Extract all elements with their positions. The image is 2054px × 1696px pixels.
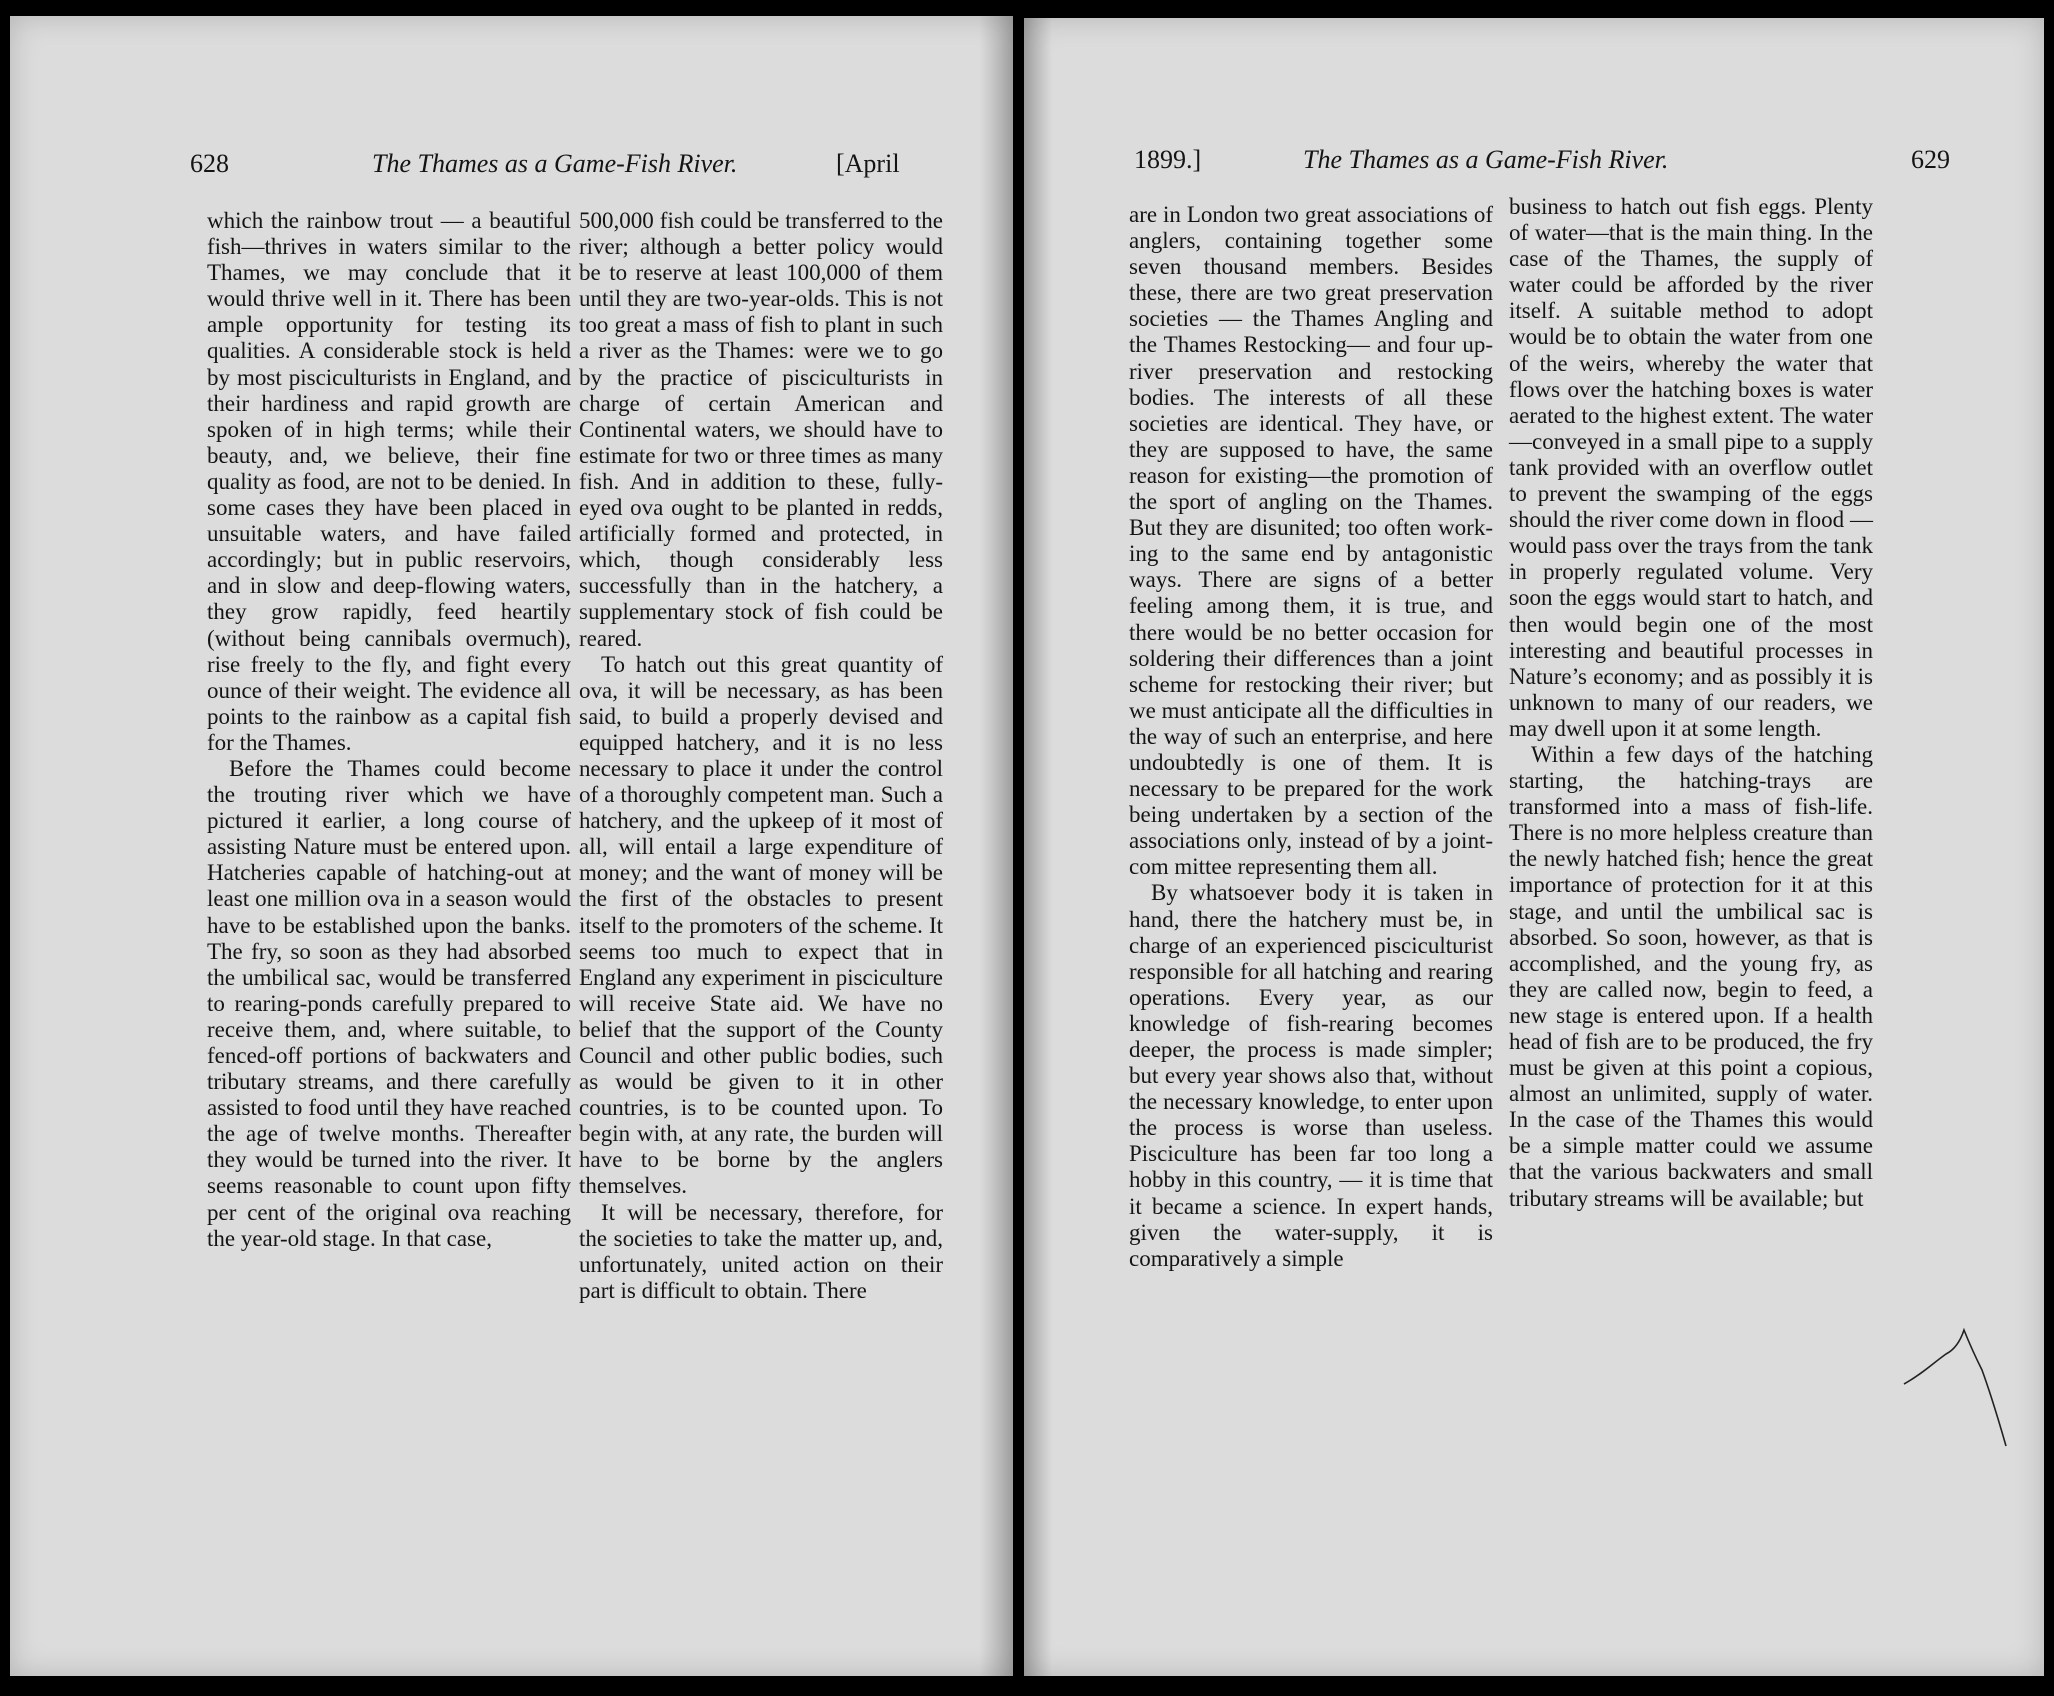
running-date: 1899.] xyxy=(1134,145,1202,174)
paragraph: By whatsoever body it is taken in hand, there the hatchery must be, in charge of an experienced pisciculturist responsible for all hatching and rearing operations. Every year, as our knowledge of fish-rearing becomes deeper, the process is made simpler; but every year shows also that, without the necessary knowledge, to enter upon the process is worse than useless. Pisciculture has been far too long a hobby in this country, — it is time that it became a science. In expert hands, given the water-supply, it is comparatively a simple xyxy=(1129,880,1493,1271)
page-gutter-shadow xyxy=(979,16,1013,1676)
running-title: The Thames as a Game-Fish River. xyxy=(1303,145,1669,174)
page-number: 629 xyxy=(1911,145,1950,174)
left-page xyxy=(10,16,1013,1676)
page-gutter-shadow xyxy=(1024,18,1052,1676)
right-page xyxy=(1024,18,2044,1676)
paragraph: business to hatch out fish eggs. Plenty of water—that is the main thing. In the case of the Thames, the supply of water could be afforded by the river itself. A suitable method to adopt would be to obtain the water from one of the weirs, whereby the water that flows over the hatching boxes is water aerated to the highest extent. The water—conveyed in a small pipe to a supply tank provided with an overflow outlet to prevent the swamping of the eggs should the river come down in flood — would pass over the trays from the tank in properly regulated volume. Very soon the eggs would start to hatch, and then would begin one of the most interesting and beautiful processes in Nature’s economy; and as possibly it is unknown to many of our readers, we may dwell upon it at some length. xyxy=(1509,194,1873,741)
text-column-3 xyxy=(1129,202,1493,1272)
paragraph: Within a few days of the hatching starting, the hatching-trays are transformed into a mass of fish-life. There is no more helpless creature than the newly hatched fish; hence the great importance of protection for it at this stage, and until the umbilical sac is absorbed. So soon, however, as that is accomplished, and the young fry, as they are called now, begin to feed, a new stage is entered upon. If a health head of fish are to be produced, the fry must be given at this point a copious, almost an unlimited, supply of water. In the case of the Thames this would be a simple matter could we assume that the various backwaters and small tributary streams will be available; but xyxy=(1509,741,1873,1211)
pencil-annotation-mark xyxy=(1902,1314,2012,1454)
paragraph: Before the Thames could become the trouting river which we have pictured it earlier, a long course of assisting Nature must be entered upon. Hatcheries capable of hatching-out at least one million ova in a season would have to be established upon the banks. The fry, so soon as they had absorbed the umbilical sac, would be transferred to rearing-ponds carefully prepared to receive them, and, where suitable, to fenced-off portions of backwaters and tributary streams, and there carefully assisted to food until they have reached the age of twelve months. Thereafter they would be turned into the river. It seems reasonable to count upon fifty per cent of the original ova reaching the year-old stage. In that case, xyxy=(207,755,571,1251)
running-title: The Thames as a Game-Fish River. xyxy=(372,149,738,178)
running-head-right xyxy=(1134,138,1954,182)
paragraph: which the rainbow trout — a beautiful fish—thrives in waters similar to the Thames, we may conclude that it would thrive well in it. There has been ample opportunity for testing its qualities. A considerable stock is held by most pisciculturists in England, and their hardiness and rapid growth are spoken of in high terms; while their beauty, and, we believe, their fine quality as food, are not to be denied. In some cases they have been placed in unsuitable waters, and have failed accordingly; but in public reservoirs, and in slow and deep-flowing waters, they grow rapidly, feed heartily (without being cannibals overmuch), rise freely to the fly, and fight every ounce of their weight. The evidence all points to the rainbow as a capital fish for the Thames. xyxy=(207,208,571,755)
running-date: [April xyxy=(836,149,900,178)
paragraph: It will be necessary, therefore, for the societies to take the matter up, and, unfortunately, united action on their part is difficult to obtain. There xyxy=(579,1199,943,1303)
text-column-1 xyxy=(207,208,571,1252)
text-column-2 xyxy=(579,208,943,1304)
paragraph: are in London two great associations of anglers, containing together some seven thousand members. Besides these, there are two great preservation societies — the Thames Angling and the Thames Restocking— and four up-river preservation and restocking bodies. The interests of all these societies are identical. They have, or they are supposed to have, the same reason for existing—the promotion of the sport of angling on the Thames. But they are disunited; too often working to the same end by antagonistic ways. There are signs of a better feeling among them, it is true, and there would be no better occasion for soldering their differences than a joint scheme for restocking their river; but we must anticipate all the difficulties in the way of such an enterprise, and here undoubtedly is one of them. It is necessary to be prepared for the work being undertaken by a section of the associations only, instead of by a joint-com mittee representing them all. xyxy=(1129,202,1493,880)
running-head-left xyxy=(190,142,950,186)
paragraph: 500,000 fish could be transferred to the river; although a better policy would be to reserve at least 100,000 of them until they are two-year-olds. This is not too great a mass of fish to plant in such a river as the Thames: were we to go by the practice of pisciculturists in charge of certain American and Continental waters, we should have to estimate for two or three times as many fish. And in addition to these, fully-eyed ova ought to be planted in redds, artificially formed and protected, in which, though considerably less successfully than in the hatchery, a supplementary stock of fish could be reared. xyxy=(579,208,943,651)
paragraph: To hatch out this great quantity of ova, it will be necessary, as has been said, to build a properly devised and equipped hatchery, and it is no less necessary to place it under the control of a thoroughly competent man. Such a hatchery, and the upkeep of it most of all, will entail a large expenditure of money; and the want of money will be the first of the obstacles to present itself to the promoters of the scheme. It seems too much to expect that in England any experiment in pisciculture will receive State aid. We have no belief that the support of the County Council and other public bodies, such as would be given to it in other countries, is to be counted upon. To begin with, at any rate, the burden will have to be borne by the anglers themselves. xyxy=(579,651,943,1199)
page-number: 628 xyxy=(190,149,229,178)
text-column-4 xyxy=(1509,194,1873,1212)
